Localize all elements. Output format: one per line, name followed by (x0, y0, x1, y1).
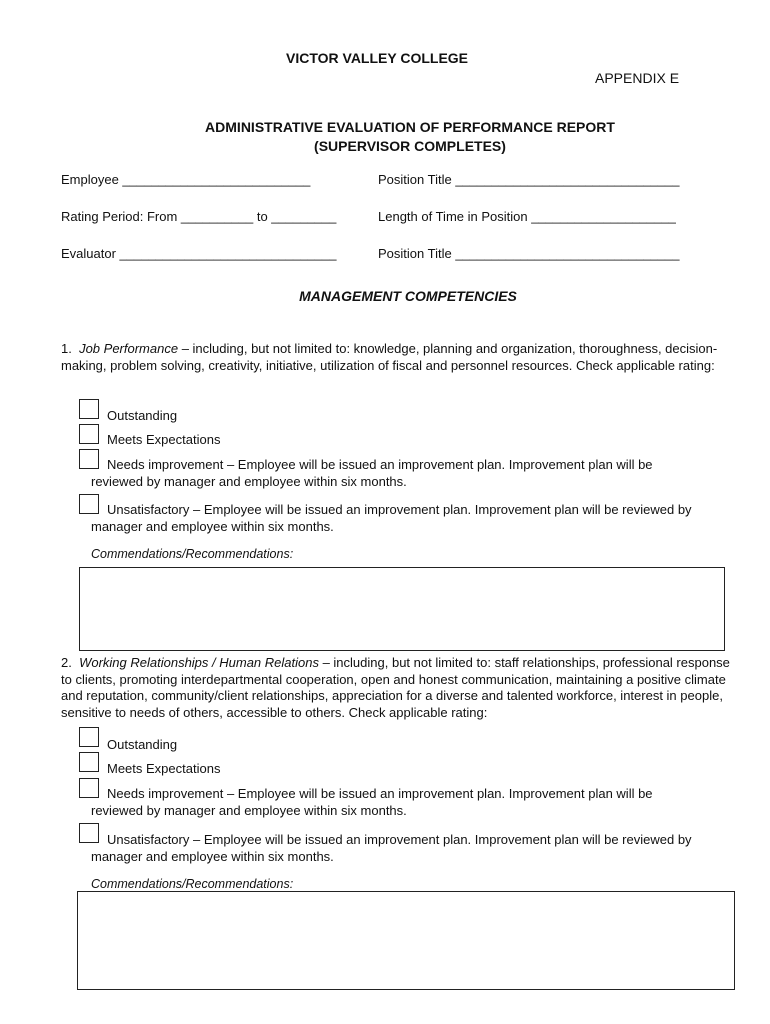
q2-comments-box[interactable] (77, 891, 735, 990)
q1-comments-label: Commendations/Recommendations: (91, 547, 294, 561)
q2-outstanding-label: Outstanding (107, 737, 178, 752)
rating-period-field[interactable]: Rating Period: From __________ to _________ (61, 209, 337, 224)
college-name: VICTOR VALLEY COLLEGE (286, 50, 469, 66)
q1-meets-label: Meets Expectations (107, 432, 221, 447)
q1-comments-box[interactable] (79, 567, 725, 651)
question-1-text (61, 341, 721, 374)
q2-unsatisfactory-label: Unsatisfactory – Employee will be issued an improvement plan. Improvement plan will be reviewed by manager and employee within six months. (91, 832, 692, 864)
employee-field[interactable]: Employee __________________________ (61, 172, 311, 187)
report-subtitle: (SUPERVISOR COMPLETES) (314, 138, 506, 154)
q2-meets-checkbox[interactable] (79, 752, 99, 772)
position-title-field[interactable]: Position Title _______________________________ (378, 172, 680, 187)
evaluator-position-title-field[interactable]: Position Title _______________________________ (378, 246, 680, 261)
evaluator-field[interactable]: Evaluator ______________________________ (61, 246, 337, 261)
question-1-number: 1. (61, 341, 72, 356)
report-title: ADMINISTRATIVE EVALUATION OF PERFORMANCE REPORT (205, 119, 615, 135)
q1-meets-checkbox[interactable] (79, 424, 99, 444)
q2-needs-improvement-label: Needs improvement – Employee will be issued an improvement plan. Improvement plan will be reviewed by manager and employee within six months. (91, 786, 653, 818)
question-1-description: – including, but not limited to: knowledge, planning and organization, thoroughness, decision-making, problem solving, creativity, initiative, utilization of fiscal and personnel resources. Check applicable rating: (61, 341, 718, 373)
q1-needs-improvement-label: Needs improvement – Employee will be issued an improvement plan. Improvement plan will be reviewed by manager and employee within six months. (91, 457, 653, 489)
question-2-topic: Working Relationships / Human Relations (79, 655, 319, 670)
q2-comments-label: Commendations/Recommendations: (91, 877, 294, 891)
section-heading: MANAGEMENT COMPETENCIES (299, 288, 517, 304)
q1-unsatisfactory-label: Unsatisfactory – Employee will be issued an improvement plan. Improvement plan will be reviewed by manager and employee within six months. (91, 502, 692, 534)
q2-meets-label: Meets Expectations (107, 761, 221, 776)
length-of-time-field[interactable]: Length of Time in Position ____________________ (378, 209, 676, 224)
q2-outstanding-checkbox[interactable] (79, 727, 99, 747)
appendix-label: APPENDIX E (595, 70, 680, 86)
q1-outstanding-checkbox[interactable] (79, 399, 99, 419)
question-1-topic: Job Performance (79, 341, 179, 356)
question-2-text (61, 655, 741, 721)
q1-outstanding-label: Outstanding (107, 408, 178, 423)
question-2-number: 2. (61, 655, 72, 670)
question-2-description: – including, but not limited to: staff relationships, professional response to clients, promoting interdepartmental cooperation, open and honest communication, maintaining a positive climate and reputation, community/client relationships, appreciation for a diverse and talented workforce, interest in people, sensitive to needs of others, accessible to others. Check applicable rating: (61, 655, 730, 720)
